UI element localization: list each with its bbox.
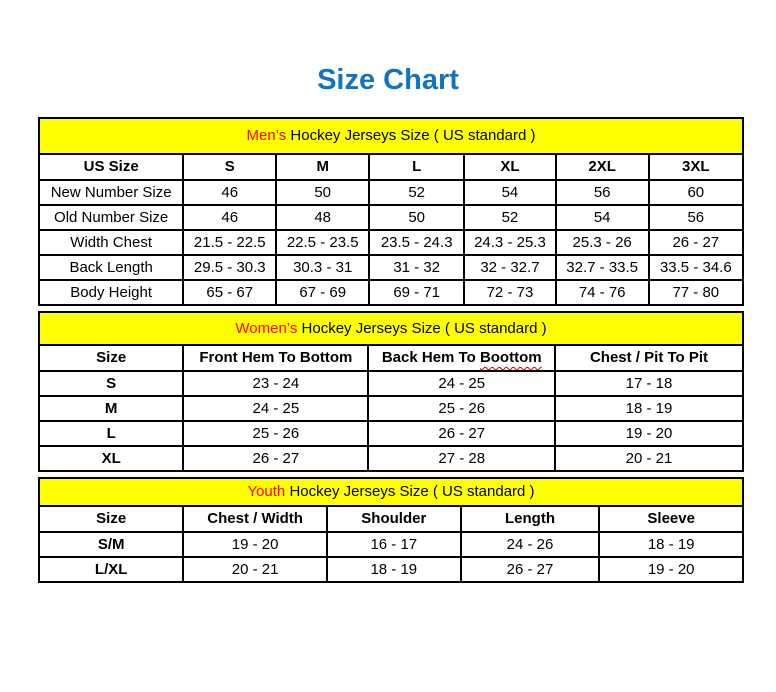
- table-row: [39, 532, 743, 557]
- data-cell: 48: [276, 205, 369, 230]
- data-cell: 20 - 21: [555, 446, 743, 471]
- data-cell: 18 - 19: [327, 557, 461, 582]
- table-row: [39, 230, 743, 255]
- data-cell: 22.5 - 23.5: [276, 230, 369, 255]
- data-cell: 25 - 26: [368, 396, 555, 421]
- data-cell: 19 - 20: [555, 421, 743, 446]
- header-cell: 2XL: [556, 154, 649, 180]
- header-cell: 3XL: [649, 154, 743, 180]
- section-band-title: Women’s Hockey Jerseys Size ( US standard ): [39, 312, 743, 345]
- misspelled-word: Boottom: [479, 349, 542, 367]
- data-cell: 32 - 32.7: [464, 255, 556, 280]
- table-row: [39, 280, 743, 305]
- data-cell: 24 - 25: [183, 396, 368, 421]
- data-cell: 19 - 20: [599, 557, 743, 582]
- table-row: [39, 446, 743, 471]
- band-highlight: Women’s: [235, 319, 298, 337]
- data-cell: 65 - 67: [183, 280, 276, 305]
- header-cell: L: [369, 154, 464, 180]
- band-highlight: Youth: [247, 483, 286, 501]
- mens-header-row: [39, 154, 743, 180]
- table-row: [39, 255, 743, 280]
- header-cell: Chest / Pit To Pit: [555, 345, 743, 371]
- data-cell: 20 - 21: [183, 557, 327, 582]
- header-cell: S: [183, 154, 276, 180]
- row-label: L: [39, 421, 183, 446]
- data-cell: 25 - 26: [183, 421, 368, 446]
- data-cell: 67 - 69: [276, 280, 369, 305]
- table-row: [39, 421, 743, 446]
- data-cell: 56: [556, 180, 649, 205]
- row-label: Old Number Size: [39, 205, 183, 230]
- row-label: S: [39, 371, 183, 396]
- data-cell: 26 - 27: [368, 421, 555, 446]
- table-row: [39, 371, 743, 396]
- data-cell: 50: [369, 205, 464, 230]
- data-cell: 46: [183, 180, 276, 205]
- womens-section-band: [39, 312, 743, 345]
- data-cell: 31 - 32: [369, 255, 464, 280]
- data-cell: 32.7 - 33.5: [556, 255, 649, 280]
- table-row: [39, 205, 743, 230]
- data-cell: 25.3 - 26: [556, 230, 649, 255]
- data-cell: 69 - 71: [369, 280, 464, 305]
- data-cell: 52: [369, 180, 464, 205]
- data-cell: 24 - 26: [461, 532, 600, 557]
- data-cell: 26 - 27: [461, 557, 600, 582]
- mens-section-band: [39, 118, 743, 154]
- youth-section-band: [39, 478, 743, 506]
- size-tables-container: [38, 117, 744, 583]
- womens-size-table: [38, 311, 744, 472]
- row-label: S/M: [39, 532, 183, 557]
- row-label: Body Height: [39, 280, 183, 305]
- header-cell: Back Hem To Boottom: [368, 345, 555, 371]
- row-label: L/XL: [39, 557, 183, 582]
- data-cell: 54: [556, 205, 649, 230]
- header-cell: Sleeve: [599, 506, 743, 532]
- data-cell: 26 - 27: [649, 230, 743, 255]
- data-cell: 50: [276, 180, 369, 205]
- band-highlight: Men’s: [246, 127, 287, 145]
- header-cell: US Size: [39, 154, 183, 180]
- header-cell: XL: [464, 154, 556, 180]
- row-label: Back Length: [39, 255, 183, 280]
- data-cell: 18 - 19: [555, 396, 743, 421]
- row-label: New Number Size: [39, 180, 183, 205]
- data-cell: 24.3 - 25.3: [464, 230, 556, 255]
- table-row: [39, 557, 743, 582]
- table-row: [39, 396, 743, 421]
- data-cell: 77 - 80: [649, 280, 743, 305]
- table-row: [39, 180, 743, 205]
- header-cell: Chest / Width: [183, 506, 327, 532]
- page-title: Size Chart: [317, 64, 459, 96]
- womens-header-row: [39, 345, 743, 371]
- data-cell: 27 - 28: [368, 446, 555, 471]
- data-cell: 54: [464, 180, 556, 205]
- youth-size-table: [38, 477, 744, 583]
- data-cell: 24 - 25: [368, 371, 555, 396]
- data-cell: 33.5 - 34.6: [649, 255, 743, 280]
- data-cell: 23.5 - 24.3: [369, 230, 464, 255]
- data-cell: 29.5 - 30.3: [183, 255, 276, 280]
- data-cell: 16 - 17: [327, 532, 461, 557]
- youth-header-row: [39, 506, 743, 532]
- data-cell: 60: [649, 180, 743, 205]
- header-cell: Length: [461, 506, 600, 532]
- mens-size-table: [38, 117, 744, 306]
- row-label: XL: [39, 446, 183, 471]
- data-cell: 30.3 - 31: [276, 255, 369, 280]
- data-cell: 46: [183, 205, 276, 230]
- header-cell: Front Hem To Bottom: [183, 345, 368, 371]
- header-cell: Size: [39, 345, 183, 371]
- data-cell: 21.5 - 22.5: [183, 230, 276, 255]
- data-cell: 17 - 18: [555, 371, 743, 396]
- data-cell: 52: [464, 205, 556, 230]
- data-cell: 23 - 24: [183, 371, 368, 396]
- data-cell: 74 - 76: [556, 280, 649, 305]
- data-cell: 26 - 27: [183, 446, 368, 471]
- header-cell: Size: [39, 506, 183, 532]
- data-cell: 18 - 19: [599, 532, 743, 557]
- row-label: M: [39, 396, 183, 421]
- data-cell: 56: [649, 205, 743, 230]
- data-cell: 72 - 73: [464, 280, 556, 305]
- header-cell: M: [276, 154, 369, 180]
- row-label: Width Chest: [39, 230, 183, 255]
- section-band-title: Youth Hockey Jerseys Size ( US standard ): [39, 478, 743, 506]
- header-cell: Shoulder: [327, 506, 461, 532]
- section-band-title: Men’s Hockey Jerseys Size ( US standard ): [39, 118, 743, 154]
- data-cell: 19 - 20: [183, 532, 327, 557]
